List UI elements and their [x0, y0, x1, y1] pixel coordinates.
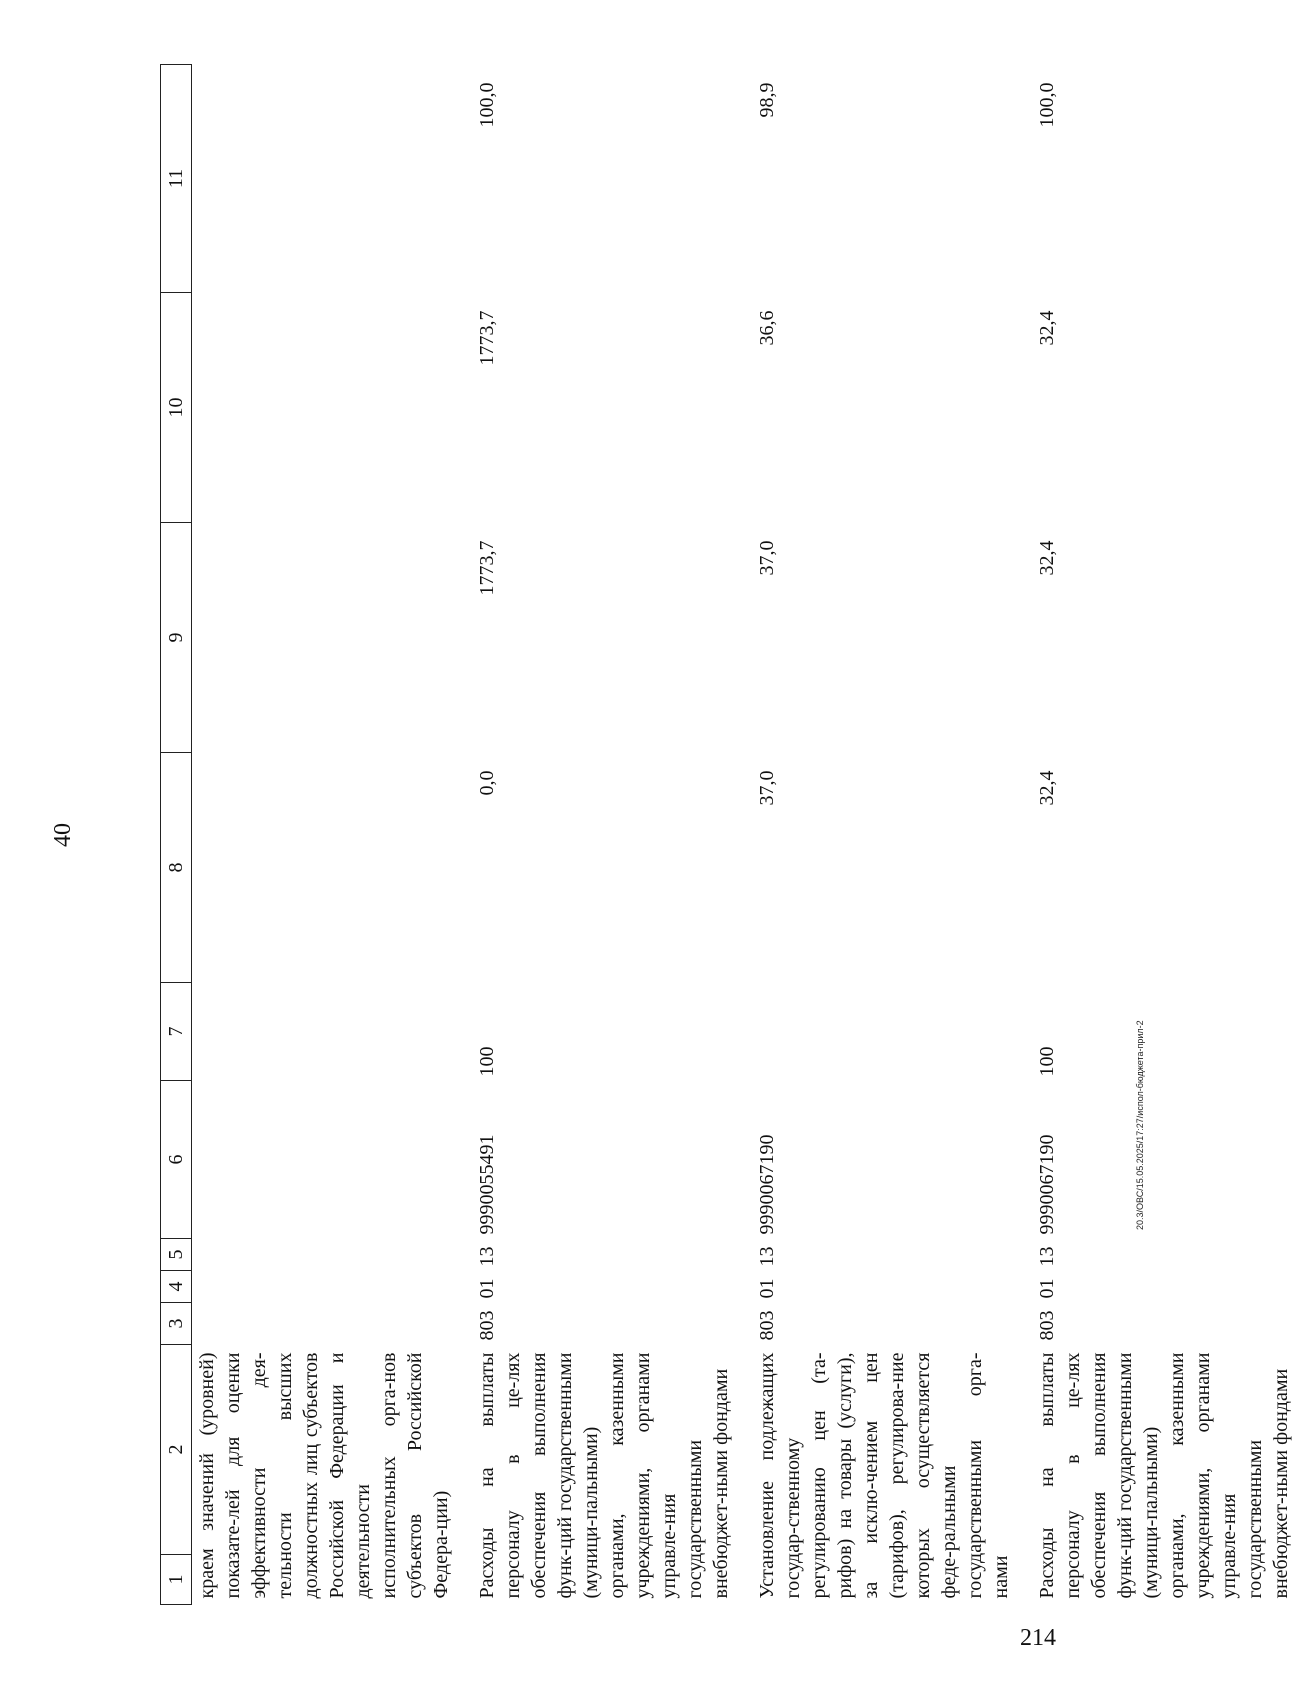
header-col-2: 2 — [161, 1345, 192, 1555]
row-subsection-code — [192, 1239, 469, 1271]
row-expense-type — [192, 983, 469, 1081]
row-value-8: 37,0 — [756, 770, 778, 806]
row-value-10: 1773,7 — [476, 310, 498, 366]
row-section-code: 01 — [1036, 1278, 1058, 1299]
header-col-3: 3 — [161, 1303, 192, 1345]
row-target-code — [192, 1081, 469, 1239]
table-row — [1028, 65, 1308, 1605]
row-subsection-code: 13 — [1036, 1246, 1058, 1267]
row-value-11: 98,9 — [756, 82, 778, 118]
row-expense-type: 100 — [476, 1046, 498, 1077]
table-row — [748, 65, 1028, 1605]
row-value-10 — [192, 293, 469, 523]
header-col-6: 6 — [161, 1081, 192, 1239]
header-col-10: 10 — [161, 293, 192, 523]
header-col-1: 1 — [161, 1555, 192, 1605]
row-name: Расходы на выплаты персоналу в це-лях обеспечения выполнения функ-ций государственными (муници-пальными) органами, казенными учреждениями, органами управле-ния государственными внебюджет-ными фондами — [476, 1352, 732, 1599]
table-row — [468, 65, 748, 1605]
row-ministry-code — [192, 1303, 469, 1345]
sheet-number: 214 — [1020, 1625, 1056, 1651]
header-col-7: 7 — [161, 983, 192, 1081]
row-value-9: 32,4 — [1036, 540, 1058, 576]
row-section-code — [192, 1271, 469, 1303]
header-col-8: 8 — [161, 753, 192, 983]
row-value-8: 32,4 — [1036, 770, 1058, 806]
row-value-9 — [192, 523, 469, 753]
row-target-code: 9990067190 — [756, 1134, 778, 1235]
header-row — [161, 65, 192, 1605]
table-row — [192, 65, 469, 1605]
row-name: краем значений (уровней) показате-лей для оценки эффективности дея-тельности высших должностных лиц субъектов Российской Федерации и деятельности исполнительных орга-нов субъектов Российской Федера-ции) — [196, 1352, 452, 1599]
page-number: 40 — [50, 823, 76, 847]
budget-table — [160, 64, 1308, 1605]
row-ministry-code: 803 — [756, 1310, 778, 1341]
row-value-9: 37,0 — [756, 540, 778, 576]
header-col-5: 5 — [161, 1239, 192, 1271]
row-name: Расходы на выплаты персоналу в це-лях обеспечения выполнения функ-ций государственными (муници-пальными) органами, казенными учреждениями, органами управле-ния государственными внебюджет-ными фондами — [1036, 1352, 1292, 1599]
row-value-10: 32,4 — [1036, 310, 1058, 346]
row-value-9: 1773,7 — [476, 540, 498, 596]
row-value-8: 0,0 — [476, 770, 498, 796]
row-value-11: 100,0 — [476, 82, 498, 128]
header-col-11: 11 — [161, 65, 192, 293]
row-value-10: 36,6 — [756, 310, 778, 346]
row-expense-type — [748, 983, 1028, 1081]
header-col-4: 4 — [161, 1271, 192, 1303]
row-expense-type: 100 — [1036, 1046, 1058, 1077]
row-section-code: 01 — [756, 1278, 778, 1299]
row-name: Установление подлежащих государ-ственному регулированию цен (та-рифов) на товары (услуги), за исклю-чением цен (тарифов), регулирова-ние которых осуществляется феде-ральными государственными орга-нами — [756, 1352, 1012, 1599]
row-value-8 — [192, 753, 469, 983]
row-ministry-code: 803 — [1036, 1310, 1058, 1341]
footer-code: 20.3/ОВС/15.05.2025/17:27/испол-бюджета-прил-2 — [1135, 1020, 1145, 1230]
row-ministry-code: 803 — [476, 1310, 498, 1341]
row-target-code: 9990067190 — [1036, 1134, 1058, 1235]
row-subsection-code: 13 — [476, 1246, 498, 1267]
header-col-9: 9 — [161, 523, 192, 753]
row-target-code: 9990055491 — [476, 1134, 498, 1235]
row-value-11 — [192, 65, 469, 293]
row-value-11: 100,0 — [1036, 82, 1058, 128]
row-section-code: 01 — [476, 1278, 498, 1299]
row-subsection-code: 13 — [756, 1246, 778, 1267]
